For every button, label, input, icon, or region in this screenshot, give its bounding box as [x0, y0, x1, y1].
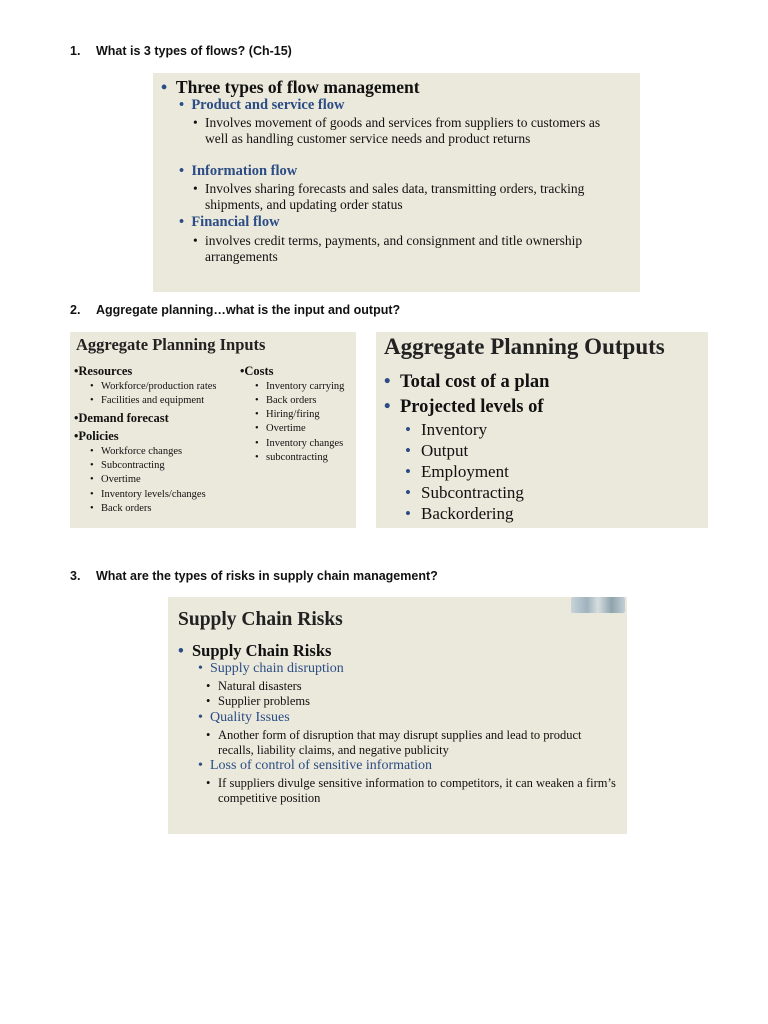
question-3 — [70, 569, 438, 583]
list-item: • Supplier problems — [206, 694, 311, 708]
list-item: • Back orders — [90, 503, 152, 514]
risk-desc-control: • If suppliers divulge sensitive information to competitors, it can weaken a firm’s competitive position — [206, 776, 616, 805]
flow-desc-product: • Involves movement of goods and services from suppliers to customers as well as handling customer service needs and product returns — [193, 115, 601, 146]
aggregate-outputs-slide — [376, 332, 708, 528]
level-item: • Inventory — [405, 420, 488, 439]
list-item: • Inventory levels/changes — [90, 489, 206, 500]
slide-heading: • Supply Chain Risks — [178, 641, 332, 660]
slide-title: Supply Chain Risks — [178, 609, 343, 630]
risk-desc-quality: • Another form of disruption that may disrupt supplies and lead to product recalls, liability claims, and negative publicity — [206, 728, 582, 757]
list-item: • Back orders — [255, 395, 317, 406]
list-item: • Inventory changes — [255, 438, 344, 449]
flow-label-product: • Product and service flow — [179, 97, 345, 113]
list-item: • Inventory carrying — [255, 381, 345, 392]
slide-logo-image — [571, 597, 625, 613]
list-item: • Overtime — [255, 423, 306, 434]
demand-heading: •Demand forecast — [74, 411, 169, 425]
question-2 — [70, 303, 400, 317]
list-item: • Subcontracting — [90, 460, 165, 471]
supply-chain-risks-slide — [168, 597, 627, 834]
output-item: • Total cost of a plan — [384, 372, 550, 392]
question-text: What is 3 types of flows? (Ch-15) — [96, 44, 292, 58]
policies-heading: •Policies — [74, 429, 119, 443]
resources-heading: •Resources — [74, 364, 133, 378]
risk-label-disruption: • Supply chain disruption — [198, 661, 344, 676]
output-item: • Projected levels of — [384, 397, 544, 417]
level-item: • Employment — [405, 462, 509, 481]
question-number: 1. — [70, 44, 81, 58]
question-number: 2. — [70, 303, 81, 317]
risk-label-quality: • Quality Issues — [198, 710, 290, 725]
list-item: • subcontracting — [255, 452, 328, 463]
flow-desc-information: • Involves sharing forecasts and sales data, transmitting orders, tracking shipments, and updating order status — [193, 181, 585, 212]
flow-management-slide — [153, 73, 640, 292]
slide-title: Aggregate Planning Inputs — [76, 335, 266, 354]
list-item: • Natural disasters — [206, 679, 302, 693]
flow-label-financial: • Financial flow — [179, 214, 280, 230]
list-item: • Workforce/production rates — [90, 381, 217, 392]
level-item: • Backordering — [405, 504, 514, 523]
question-1 — [70, 44, 292, 58]
aggregate-inputs-slide — [70, 332, 356, 528]
level-item: • Subcontracting — [405, 483, 524, 502]
list-item: • Overtime — [90, 474, 141, 485]
question-number: 3. — [70, 569, 81, 583]
question-text: What are the types of risks in supply chain management? — [96, 569, 438, 583]
costs-heading: •Costs — [240, 364, 274, 378]
risk-label-control: • Loss of control of sensitive information — [198, 758, 433, 773]
level-item: • Output — [405, 441, 469, 460]
list-item: • Facilities and equipment — [90, 395, 205, 406]
slide-title: Aggregate Planning Outputs — [384, 334, 665, 359]
list-item: • Hiring/firing — [255, 409, 320, 420]
flow-label-information: • Information flow — [179, 163, 298, 179]
slide-heading: • Three types of flow management — [161, 77, 420, 97]
flow-desc-financial: • involves credit terms, payments, and consignment and title ownership arrangements — [193, 233, 583, 264]
question-text: Aggregate planning…what is the input and output? — [96, 303, 401, 317]
list-item: • Workforce changes — [90, 446, 183, 457]
